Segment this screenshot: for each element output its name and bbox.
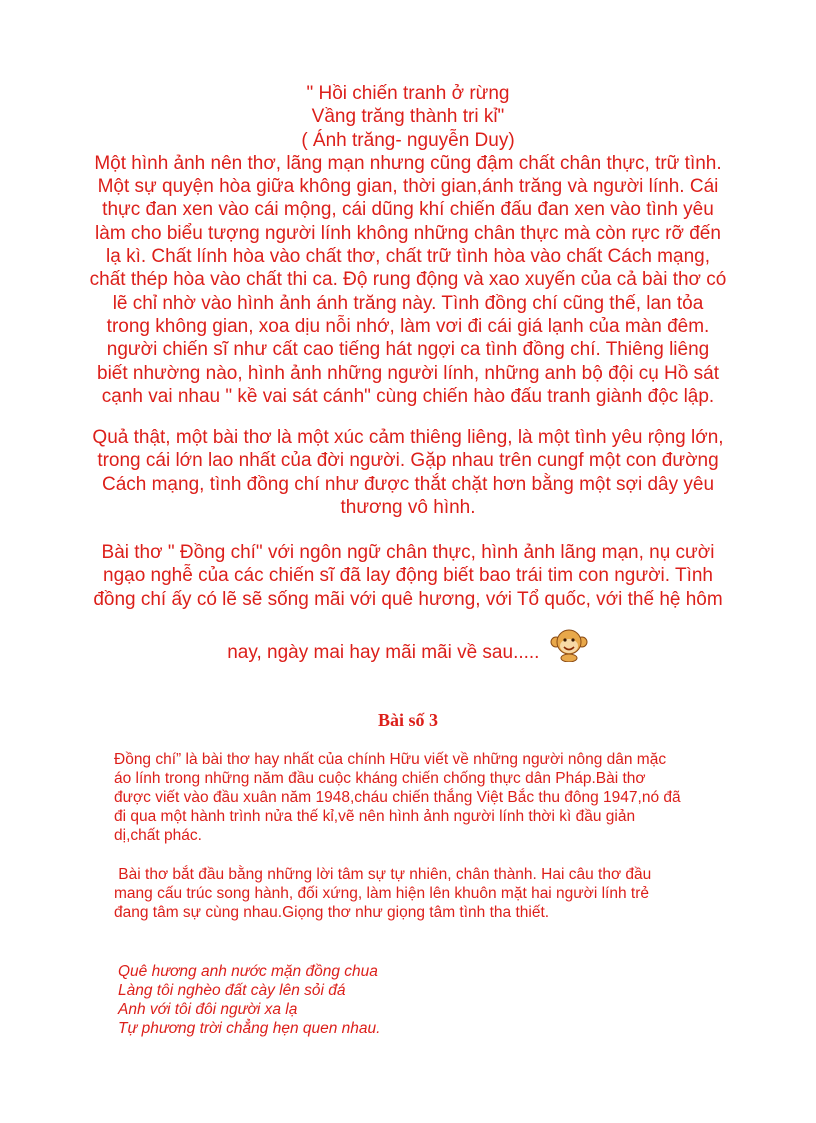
intro-paragraph xyxy=(0,82,816,408)
verse-line: Tự phương trời chẳng hẹn quen nhau. xyxy=(118,1020,381,1037)
verse-line: Làng tôi nghèo đất cày lên sỏi đá xyxy=(118,982,346,999)
paragraph-three xyxy=(0,541,816,611)
closing-line xyxy=(0,628,816,668)
text-line: Cách mạng, tình đồng chí như được thắt chặt hơn bằng một sợi dây yêu xyxy=(101,473,715,495)
text-line: cạnh vai nhau " kề vai sát cánh" cùng chiến hào đấu tranh giành độc lập. xyxy=(101,385,715,407)
text-line: trong cái lớn lao nhất của đời người. Gặp nhau trên cungf một con đường xyxy=(97,450,719,472)
text-line: thực đan xen vào cái mộng, cái dũng khí chiến đấu đan xen vào tình yêu xyxy=(102,199,714,221)
text-line: đang tâm sự cùng nhau.Giọng thơ như giọng tâm tình tha thiết. xyxy=(114,904,550,921)
text-line: ( Ánh trăng- nguyễn Duy) xyxy=(301,129,515,151)
text-line: biết nhường nào, hình ảnh những người lính, những anh bộ đội cụ Hồ sát xyxy=(97,362,719,384)
text-line: người chiến sĩ như cất cao tiếng hát ngợi ca tình đồng chí. Thiêng liêng xyxy=(106,339,710,361)
text-line: Bài thơ bắt đầu bằng những lời tâm sự tự nhiên, chân thành. Hai câu thơ đầu xyxy=(114,866,652,883)
text-line: " Hồi chiến tranh ở rừng xyxy=(306,83,510,104)
verse-quote xyxy=(118,962,738,1038)
monkey-smiley-icon xyxy=(549,628,589,668)
text-line: áo lính trong những năm đầu cuộc kháng chiến chống thực dân Pháp.Bài thơ xyxy=(114,770,646,787)
text-line: trong không gian, xoa dịu nỗi nhớ, làm vơi đi cái giá lạnh của màn đêm. xyxy=(106,315,710,337)
text-line: nay, ngày mai hay mãi mãi về sau..... xyxy=(227,642,540,663)
text-line: làm cho biểu tượng người lính không những chân thực mà còn rực rỡ đến xyxy=(95,222,721,244)
text-line: Vầng trăng thành tri kỉ" xyxy=(311,106,505,128)
text-line: được viết vào đầu xuân năm 1948,cháu chiến thắng Việt Bắc thu đông 1947,nó đã xyxy=(114,789,681,806)
text-line: chất thép hòa vào chất thi ca. Độ rung động và xao xuyến của cả bài thơ có xyxy=(89,269,727,291)
text-line: đồng chí ấy có lẽ sẽ sống mãi với quê hương, với Tổ quốc, với thế hệ hôm xyxy=(93,588,723,610)
text-line: mang cấu trúc song hành, đối xứng, làm hiện lên khuôn mặt hai người lính trẻ xyxy=(114,885,649,902)
text-line: Một hình ảnh nên thơ, lãng mạn nhưng cũng đậm chất chân thực, trữ tình. xyxy=(94,152,722,174)
paragraph-two xyxy=(0,426,816,519)
text-line: thương vô hình. xyxy=(340,496,476,518)
text-line: đi qua một hành trình nửa thế kỉ,vẽ nên hình ảnh người lính thời kì đầu giản xyxy=(114,808,636,825)
text-line: ngạo nghễ của các chiến sĩ đã lay động biết bao trái tim con người. Tình xyxy=(103,565,713,587)
essay-paragraph-two xyxy=(114,865,734,922)
text-line: Bài thơ " Đồng chí" với ngôn ngữ chân thực, hình ảnh lãng mạn, nụ cười xyxy=(101,542,715,563)
section-title xyxy=(0,710,816,731)
verse-line: Anh với tôi đôi người xa lạ xyxy=(118,1001,298,1018)
verse-line: Quê hương anh nước mặn đồng chua xyxy=(118,963,378,980)
text-line: Đồng chí” là bài thơ hay nhất của chính Hữu viết về những người nông dân mặc xyxy=(114,751,667,768)
essay-paragraph-one xyxy=(114,750,734,845)
text-line: dị,chất phác. xyxy=(114,827,202,844)
text-line: lạ kì. Chất lính hòa vào chất thơ, chất trữ tình hòa vào chất Cách mạng, xyxy=(106,246,710,268)
text-line: Một sự quyện hòa giữa không gian, thời gian,ánh trăng và người lính. Cái xyxy=(97,176,719,198)
text-line: lẽ chỉ nhờ vào hình ảnh ánh trăng này. Tình đồng chí cũng thế, lan tỏa xyxy=(112,292,704,314)
section-title-text: Bài số 3 xyxy=(377,710,438,730)
text-line: Quả thật, một bài thơ là một xúc cảm thiêng liêng, là một tình yêu rộng lớn, xyxy=(92,427,724,448)
